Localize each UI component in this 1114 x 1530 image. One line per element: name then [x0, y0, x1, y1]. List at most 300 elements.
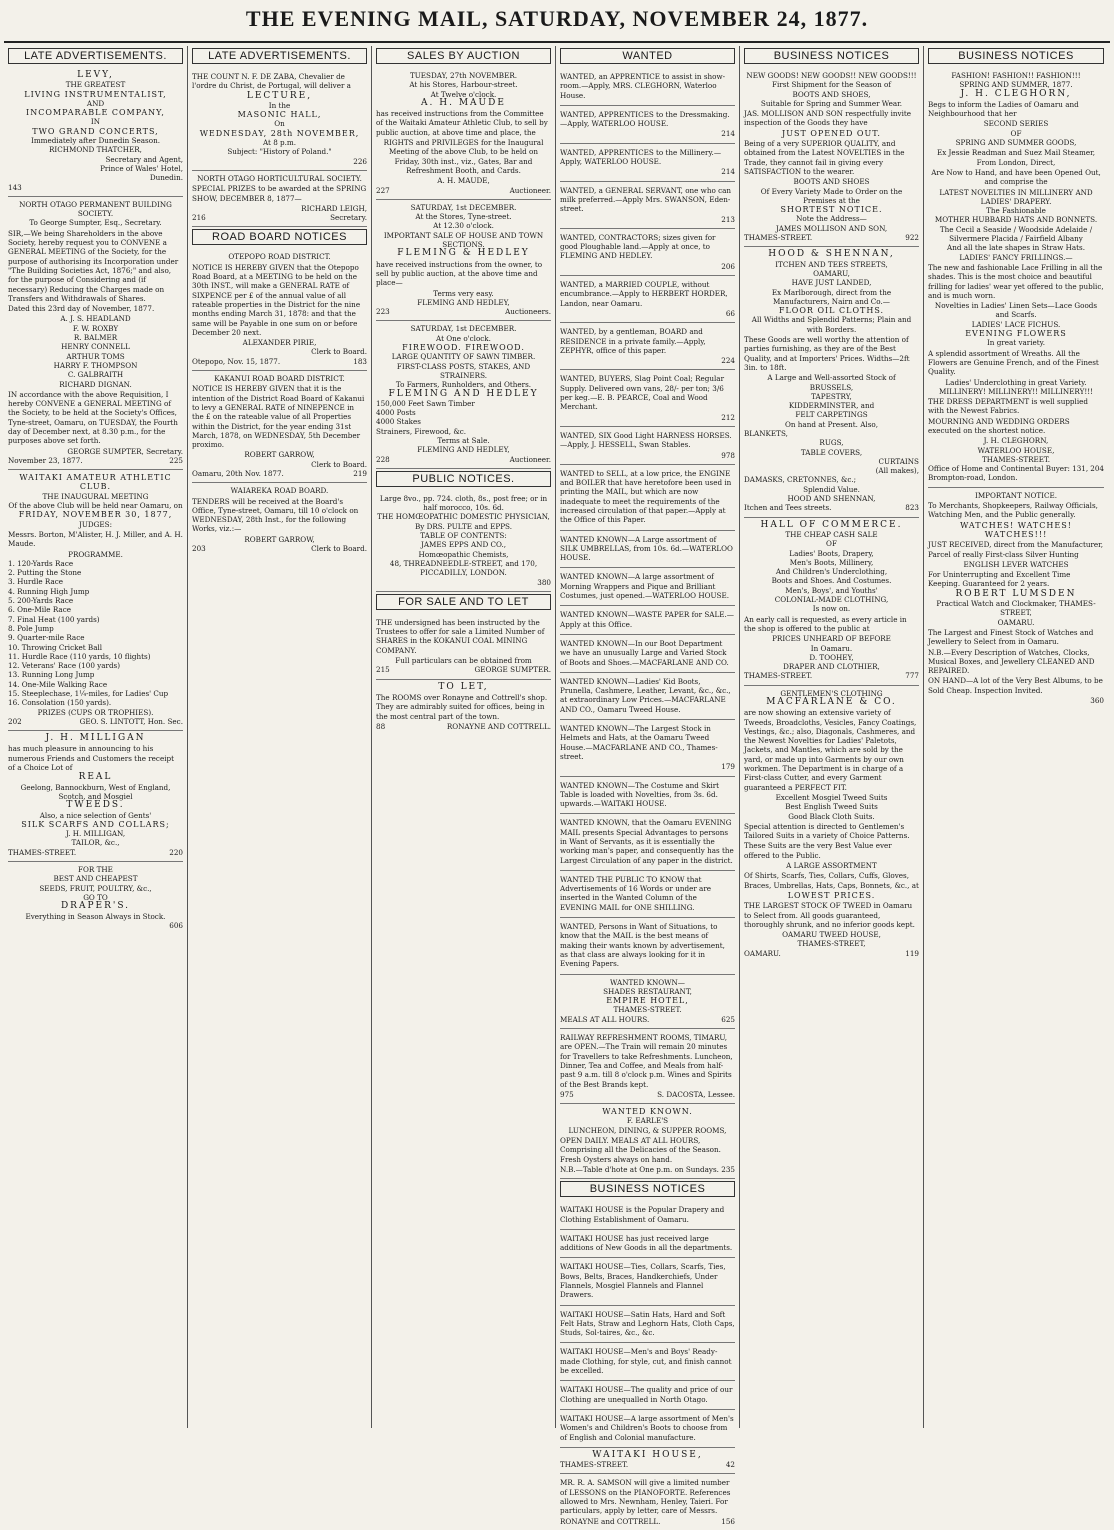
- ad-cleghorn: [928, 68, 1104, 488]
- ad-line: On hand at Present. Also,: [784, 419, 879, 429]
- ad-line: JUDGES:: [78, 519, 113, 529]
- list-item: 10. Throwing Cricket Ball: [8, 642, 103, 652]
- ad-line: PRICES UNHEARD OF BEFORE: [772, 634, 891, 644]
- ad-line: Office of Home and Continental Buyer: 131, Brompton-road, London.: [928, 464, 1089, 483]
- ad-line: Auctioneers.: [505, 307, 551, 317]
- column-late-ads-2: [188, 46, 372, 1428]
- wanted-item: [560, 68, 735, 106]
- ad-fleming-timber: [376, 321, 551, 468]
- ad-body: N.B.—Every Description of Watches, Clocks, Musical Boxes, and Jewellery CLEANED AND REPAIRED.: [928, 647, 1095, 676]
- ad-line: PRIZES (CUPS OR TROPHIES).: [37, 707, 154, 717]
- ad-line: THAMES-STREET,: [797, 939, 866, 949]
- ad-line: MEALS AT ALL HOURS.: [560, 1014, 650, 1024]
- ad-ref: 206: [721, 261, 735, 271]
- ad-line: ENGLISH LEVER WATCHES: [963, 559, 1069, 569]
- ad-line: WATCHES! WATCHES! WATCHES!!!: [960, 520, 1072, 539]
- ad-ref: 204: [1090, 464, 1104, 474]
- ad-line: Large 8vo., pp. 724. cloth, 8s., post free; or in half morocco, 10s. 6d.: [379, 493, 548, 513]
- ad-body: The ROOMS over Ronayne and Cottrell's shop. They are admirably suited for offices, being in the most central part of the town.: [376, 692, 548, 721]
- ad-line: OAMARU.: [997, 617, 1035, 627]
- ad-line: RIGHTS and PRIVILEGES for the Inaugural Meeting of the above Club, to be held on Friday, 30th inst., viz., Gates, Bar and Refreshment Booth, and Cards.: [383, 138, 544, 175]
- ad-line: JUST OPENED OUT.: [782, 128, 881, 138]
- ad-line: OF: [826, 539, 837, 549]
- ad-line: At the Stores, Tyne-street.: [415, 212, 512, 222]
- newspaper-title: THE EVENING MAIL, SATURDAY, NOVEMBER 24, 1877.: [245, 6, 869, 31]
- ad-line: Splendid Value.: [803, 484, 860, 494]
- ad-line: F. EARLE'S: [626, 1116, 669, 1126]
- column-late-ads-1: [4, 46, 188, 1428]
- ad-title: J. H. MILLIGAN: [45, 733, 146, 744]
- ad-line: In the: [268, 100, 291, 110]
- ad-kakanui: [192, 371, 367, 483]
- ad-body: has received instructions from the Committee of the Waitaki Amateur Athletic Club, to sell by public auction, at above time and place, the: [376, 109, 548, 137]
- ad-line: MASONIC HALL,: [237, 110, 322, 120]
- ad-ref: 88: [376, 721, 386, 731]
- ad-line: Clerk to Board.: [311, 544, 367, 554]
- waitaki-item: [560, 1201, 735, 1230]
- ad-line: Dated this 23rd day of November, 1877.: [8, 304, 155, 314]
- wanted-item: [560, 720, 735, 776]
- ad-body: WANTED, APPRENTICES to the Millinery.—Apply, WATERLOO HOUSE.: [560, 147, 722, 167]
- ad-line: At 8 p.m.: [262, 138, 297, 148]
- ad-line: BRUSSELS,: [809, 382, 854, 392]
- ad-body: WAITAKI HOUSE—The quality and price of our Clothing are unequalled in North Otago.: [560, 1385, 733, 1404]
- ad-title: WANTED KNOWN.: [602, 1107, 693, 1117]
- ad-body: Special attention is directed to Gentlemen's Tailored Suits in a variety of Choice Patterns.: [744, 821, 910, 841]
- ad-line: SHADES RESTAURANT,: [603, 986, 692, 996]
- ad-line: THAMES-STREET.: [744, 233, 813, 243]
- ad-body: An early call is requested, as every article in the shop is offered to the public at: [744, 614, 907, 633]
- waitaki-item: [560, 1410, 735, 1448]
- ad-ref: 606: [169, 920, 183, 930]
- ad-ref: 143: [8, 182, 22, 192]
- ad-body: WANTED KNOWN—Ladies' Kid Boots, Prunella, Cashmere, Leather, Levant, &c., &c., at extraordinary Low Prices.—MACFARLANE AND CO., Oamaru Tweed House.: [560, 676, 731, 714]
- ad-sign: OAMARU TWEED HOUSE,: [782, 930, 881, 940]
- ad-body: MR. R. A. SAMSON will give a limited number of LESSONS on the PIANOFORTE. References allowed to Mrs. Newnham, Henley, Taieri. For particulars, apply by letter, care of Messrs.: [560, 1478, 731, 1516]
- list-item: 8. Pole Jump: [8, 623, 54, 633]
- ad-line: A Large and Well-assorted Stock of: [767, 373, 896, 383]
- wanted-item: [560, 635, 735, 673]
- ad-line: Prince of Wales' Hotel,: [100, 163, 183, 173]
- ad-line: Is now on.: [812, 604, 851, 614]
- ad-line: Also, a nice selection of Gents': [39, 810, 152, 820]
- ad-line: Homœopathic Chemists,: [418, 549, 509, 559]
- section-header: PUBLIC NOTICES.: [376, 471, 551, 487]
- ad-zaba-lecture: [192, 68, 367, 171]
- top-rule: [4, 41, 1110, 43]
- ad-line: Messrs. Borton, M'Alister, H. J. Miller, and A. H. Maude.: [8, 529, 183, 549]
- list-item: 15. Steeplechase, 1¼-miles, for Ladies' Cup: [8, 689, 169, 698]
- ad-line: DAMASKS, CRETONNES, &c.;: [744, 475, 857, 485]
- ad-macfarlane: [744, 686, 919, 962]
- ad-line: MOTHER HUBBARD HATS AND BONNETS.: [934, 215, 1098, 225]
- ad-line: KIDDERMINSTER, and: [788, 401, 875, 411]
- ad-line: To George Sumpter, Esq., Secretary.: [29, 218, 162, 228]
- ad-title: LEVY,: [77, 70, 114, 80]
- ad-ref: 226: [353, 156, 367, 166]
- ad-line: Ex Jessie Readman and Suez Mail Steamer, From London, Direct,: [936, 148, 1096, 167]
- ad-ref: 219: [353, 468, 367, 478]
- ad-ref: 203: [192, 544, 206, 554]
- ad-body: Of Shirts, Scarfs, Ties, Collars, Cuffs, Gloves, Braces, Umbrellas, Hats, Caps, Bonnets, &c., at: [744, 871, 919, 890]
- ad-line: FELT CARPETINGS: [795, 410, 868, 420]
- wanted-item: [560, 777, 735, 815]
- ad-line: All Widths and Splendid Patterns; Plain and with Borders.: [751, 315, 912, 334]
- wanted-item: [560, 568, 735, 606]
- ad-sign: RONAYNE AND COTTRELL.: [446, 721, 551, 731]
- ad-line: OAMARU.: [744, 948, 781, 958]
- ad-line: And Children's Underclothing,: [775, 567, 888, 577]
- ad-line: Ex Marlborough, direct from the Manufacturers, Nairn and Co.—: [771, 287, 892, 306]
- ad-title: WAITAKI HOUSE,: [592, 1449, 703, 1460]
- list-item: 16. Consolation (150 yards).: [8, 698, 112, 708]
- ad-line: SATURDAY, 1st DECEMBER.: [410, 324, 517, 334]
- ad-line: THE INAUGURAL MEETING: [42, 491, 149, 501]
- ad-line: BLANKETS,: [744, 428, 788, 438]
- ad-line: SILK SCARFS AND COLLARS;: [21, 819, 170, 829]
- ad-line: LIVING INSTRUMENTALIST,: [24, 89, 167, 99]
- ad-sign: J. H. MILLIGAN,: [65, 829, 126, 839]
- ad-line: At One o'clock.: [436, 333, 491, 343]
- ad-line: Clerk to Board.: [311, 459, 367, 469]
- ad-body: WANTED KNOWN—In our Boot Department we have an unusually Large and Varied Stock of Boots and Shoes.—MACFARLANE AND CO.: [560, 638, 729, 667]
- ad-ref: 220: [169, 847, 183, 857]
- ad-body: WAITAKI HOUSE—A large assortment of Men's Women's and Children's Boots to choose from of English and Colonial manufacture.: [560, 1413, 734, 1442]
- ad-body: For Uninterrupting and Excellent Time Keeping. Guaranteed for 2 years.: [928, 570, 1071, 589]
- ad-line: On: [274, 119, 285, 129]
- event-list: [8, 559, 183, 708]
- ad-line: THAMES-STREET.: [981, 454, 1051, 464]
- wanted-item: [560, 182, 735, 229]
- ad-mollison: [744, 68, 919, 247]
- ad-line: Otepopo, Nov. 15, 1877.: [192, 356, 281, 366]
- ad-line: TWO GRAND CONCERTS,: [32, 126, 159, 136]
- ad-levy-concerts: [8, 68, 183, 197]
- ad-line: Auctioneer.: [509, 454, 551, 464]
- ad-line: By DRS. PULTE and EPPS.: [415, 521, 512, 531]
- ad-body: These Suits are the very Best Value ever offered to the Public.: [744, 841, 892, 860]
- ad-line: Men's Boots, Millinery,: [789, 557, 874, 567]
- list-item: 6. One-Mile Race: [8, 605, 71, 615]
- ad-title: J. H. CLEGHORN,: [960, 88, 1072, 99]
- ad-line: COLONIAL-MADE CLOTHING,: [774, 595, 889, 605]
- ad-ref: 213: [721, 214, 735, 224]
- list-item: 14. One-Mile Walking Race: [8, 679, 108, 689]
- ad-title: KAKANUI ROAD BOARD DISTRICT.: [214, 374, 345, 384]
- ad-line: Geelong, Bannockburn, West of England, Scotch, and Mosgiel: [20, 782, 171, 801]
- ad-ref: 235: [721, 1164, 735, 1174]
- list-item: 13. Running Long Jump: [8, 670, 95, 680]
- ad-body: Begs to inform the Ladies of Oamaru and Neighbourhood that her: [928, 99, 1079, 119]
- ad-line: Secretary.: [330, 213, 367, 223]
- ad-line: RUGS,: [819, 438, 844, 448]
- list-item: 4. Running High Jump: [8, 586, 90, 596]
- section-header: ROAD BOARD NOTICES: [192, 229, 367, 245]
- ad-line: Terms at Sale.: [437, 435, 490, 445]
- list-item: 12. Veterans' Race (100 yards): [8, 661, 121, 671]
- ad-ref: 225: [169, 455, 183, 465]
- ad-ref: 214: [721, 167, 735, 177]
- ad-line: Subject: "History of Poland.": [227, 147, 332, 157]
- ad-line: Excellent Mosgiel Tweed Suits: [775, 792, 888, 802]
- ad-title: WAITAKI AMATEUR ATHLETIC CLUB.: [19, 473, 172, 492]
- section-header: FOR SALE AND TO LET: [376, 594, 551, 610]
- ad-drapers-seeds: [8, 862, 183, 934]
- ad-line: A LARGE ASSORTMENT: [786, 861, 877, 871]
- ad-ref: 224: [721, 356, 735, 366]
- ad-line: First Shipment for the Season of: [771, 80, 892, 90]
- ad-ref: 202: [8, 716, 22, 726]
- ad-body: WANTED KNOWN—WASTE PAPER for SALE.—Apply at this Office.: [560, 610, 734, 629]
- ad-line: Of the above Club will be held near Oamaru, on: [8, 501, 183, 511]
- ad-body: Being of a very SUPERIOR QUALITY, and obtained from the Latest NOVELTIES in the Trade, they cannot fail in giving every SATISFACTION to the wearer.: [744, 139, 905, 176]
- ad-line: CURTAINS: [878, 456, 919, 466]
- ad-maude-auction: [376, 68, 551, 200]
- ad-names: [8, 314, 183, 388]
- section-header: BUSINESS NOTICES: [928, 48, 1104, 64]
- section-header: LATE ADVERTISEMENTS.: [192, 48, 367, 64]
- ad-railway-rooms: [560, 1029, 735, 1104]
- list-item: 4000 Stakes: [376, 417, 421, 427]
- name: RICHARD DIGNAN.: [59, 379, 132, 389]
- ad-line: WEDNESDAY, 28th NOVEMBER,: [199, 128, 360, 138]
- ad-body: To Merchants, Shopkeepers, Railway Officials, Watching Men, and the Public generally.: [928, 501, 1098, 520]
- ad-title: THE HOMŒOPATHIC DOMESTIC PHYSICIAN,: [377, 512, 550, 522]
- ad-body: ON HAND—A lot of the Very Best Albums, to be Sold Cheap. Inspection Invited.: [928, 676, 1103, 695]
- column-business-1: [740, 46, 924, 1428]
- ad-line: RICHMOND THATCHER,: [49, 145, 142, 155]
- ad-line: THE CHEAP CASH SALE: [785, 529, 878, 539]
- ad-line: FLOOR OIL CLOTHS.: [778, 306, 885, 316]
- ad-line: TWEEDS.: [66, 800, 125, 811]
- ad-line: LADIES' FANCY FRILLINGS.—: [959, 252, 1073, 262]
- ad-line: N.B.—Table d'hote at One p.m. on Sundays.: [560, 1164, 719, 1174]
- ad-line: TABLE COVERS,: [800, 447, 863, 457]
- ad-line: TAPESTRY,: [811, 391, 852, 401]
- ad-fleming-house: [376, 200, 551, 322]
- ad-ref: 223: [376, 307, 390, 317]
- wanted-item: [560, 673, 735, 720]
- ad-line: To Farmers, Runholders, and Others.: [395, 380, 532, 390]
- ad-line: Practical Watch and Clockmaker, THAMES-STREET,: [936, 599, 1096, 618]
- ad-line: Oamaru, 20th Nov. 1877.: [192, 468, 284, 478]
- ad-line: INCOMPARABLE COMPANY,: [26, 108, 165, 118]
- ad-ref: 823: [905, 503, 919, 513]
- ad-sign: S. DACOSTA, Lessee.: [657, 1089, 735, 1099]
- ad-shades: [560, 975, 735, 1029]
- ad-body: WAITAKI HOUSE—Ties, Collars, Scarfs, Ties, Bows, Belts, Braces, Handkerchiefs, Under Flannels, Mosgiel Flannels and Flannel Drawers.: [560, 1262, 726, 1300]
- ad-line: AND: [86, 98, 105, 108]
- ad-line: Secretary and Agent,: [105, 154, 183, 164]
- ad-title: FLEMING & HEDLEY: [397, 248, 530, 259]
- ad-title: WANTED KNOWN—: [609, 977, 685, 987]
- ad-sign: D. TOOHEY,: [809, 652, 854, 662]
- ad-title: OTEPOPO ROAD DISTRICT.: [228, 252, 331, 262]
- ad-line: SATURDAY, 1st DECEMBER.: [410, 202, 517, 212]
- ad-line: SPRING AND SUMMER, 1877.: [959, 80, 1073, 90]
- ad-ref: 978: [721, 450, 735, 460]
- ad-body: WAITAKI HOUSE—Satin Hats, Hard and Soft Felt Hats, Straw and Leghorn Hats, Cloth Caps, Studs, Sol-taires, &c., &c.: [560, 1309, 735, 1338]
- ad-line: TABLE OF CONTENTS:: [420, 531, 507, 541]
- ad-body: WANTED KNOWN—A Large assortment of SILK UMBRELLAS, from 10s. 6d.—WATERLOO HOUSE.: [560, 534, 733, 563]
- ad-line: Ladies' Underclothing in great Variety.: [945, 377, 1087, 387]
- ad-coal-shares: [376, 614, 551, 680]
- ad-line: GO TO: [83, 892, 108, 902]
- ad-body: MOURNING AND WEDDING ORDERS executed on the shortest notice.: [928, 416, 1070, 435]
- wanted-item: [560, 531, 735, 569]
- ad-line: THAMES-STREET.: [613, 1005, 682, 1015]
- ad-line: Full particulars can be obtained from: [395, 656, 532, 666]
- ad-line: TUESDAY, 27th NOVEMBER.: [409, 71, 518, 80]
- section-header: LATE ADVERTISEMENTS.: [8, 48, 183, 64]
- ad-body: The new and fashionable Lace Frilling in all the shades. This is the most choice and beautiful frilling for ladies' wear yet offered to the public, and is much worn.: [928, 262, 1104, 300]
- ad-line: TAILOR, &c.,: [71, 838, 120, 848]
- ad-ref: 42: [725, 1460, 735, 1470]
- ad-ref: 975: [560, 1089, 574, 1099]
- ad-body: WANTED, a MARRIED COUPLE, without encumbrance.—Apply to HERBERT HORDER, Landon, near Oamaru.: [560, 280, 728, 308]
- ad-sign: HOOD AND SHENNAN,: [787, 494, 876, 504]
- ad-ref: 156: [721, 1516, 735, 1526]
- list-item: 3. Hurdle Race: [8, 577, 64, 587]
- ad-line: MILLINERY! MILLINERY!! MILLINERY!!!: [938, 386, 1094, 396]
- ad-sign: ROBERT GARROW,: [244, 534, 315, 544]
- wanted-item: [560, 427, 735, 465]
- ad-body: have received instructions from the owner, to sell by public auction, at the above time and place—: [376, 259, 543, 288]
- ad-body: The Largest and Finest Stock of Watches and Jewellery to Select from in Oamaru.: [928, 627, 1094, 647]
- ad-title: HALL OF COMMERCE.: [760, 519, 903, 530]
- ad-body: TENDERS will be received at the Board's Office, Tyne-street, Oamaru, till 10 o'clock on WEDNESDAY, 28th Inst., for the following Works, viz.:—: [192, 496, 359, 534]
- name: A. J. S. HEADLAND: [60, 314, 131, 324]
- ad-ref: 214: [721, 129, 735, 139]
- column-wanted: [556, 46, 740, 1526]
- waitaki-list: [560, 1201, 735, 1448]
- ad-body: WAITAKI HOUSE is the Popular Drapery and Clothing Establishment of Oamaru.: [560, 1205, 725, 1224]
- ad-line: In great variety.: [986, 338, 1046, 348]
- ad-line: In Oamaru.: [810, 643, 853, 653]
- masthead: [0, 0, 1114, 42]
- wanted-item: [560, 606, 735, 635]
- wanted-item: [560, 465, 735, 531]
- ad-line: Best English Tweed Suits: [785, 802, 878, 812]
- ad-line: And all the late shapes in Straw Hats.: [947, 243, 1085, 253]
- wanted-item: [560, 918, 735, 974]
- ad-line: PROGRAMME.: [68, 549, 123, 559]
- ad-body: JAS. MOLLISON AND SON respectfully invite inspection of the Goods they have: [744, 109, 912, 128]
- name: F. W. ROXBY: [72, 323, 119, 333]
- column-auctions: [372, 46, 556, 1428]
- ad-hood-shennan: [744, 247, 919, 517]
- list-item: 5. 200-Yards Race: [8, 596, 74, 606]
- waitaki-item: [560, 1258, 735, 1305]
- section-header: BUSINESS NOTICES: [744, 48, 919, 64]
- ad-line: Terms very easy.: [433, 288, 494, 298]
- ad-body: NOTICE IS HEREBY GIVEN that the Otepopo Road Board, at a MEETING to be held on the 30th INST., will make a GENERAL RATE of SIXPENCE per £ of the annual value of all rateable properties in the District for the nine months ending March 31, 1878: and that the same will be Payable in one sum on or before December 20 next.: [192, 262, 361, 337]
- ad-body: JUST RECEIVED, direct from the Manufacturer, Parcel of really First-class Silver Hunting: [928, 540, 1104, 559]
- ad-line: Ladies' Boots, Drapery,: [789, 548, 874, 558]
- ad-line: Men's, Boys', and Youths': [785, 585, 878, 595]
- ad-line: Of Every Variety Made to Order on the Premises at the: [760, 186, 903, 205]
- ad-body: WANTED, by a gentleman, BOARD and RESIDENCE in a private family.—Apply, ZEPHYR, office of this paper.: [560, 327, 706, 355]
- ad-line: At 12.30 o'clock.: [433, 221, 494, 231]
- ad-ref: 66: [725, 308, 735, 318]
- ad-body: NOTICE IS HEREBY GIVEN that it is the intention of the District Road Board of Kakanui to levy a GENERAL RATE of NINEPENCE in the £ on the rateable value of all Properties within the District, for the year ending 31st March, 1878, on WEDNESDAY, 5th December proximo.: [192, 384, 365, 450]
- ad-horticultural: [192, 171, 367, 227]
- wanted-item: [560, 106, 735, 144]
- waitaki-item: [560, 1381, 735, 1410]
- ad-line: LADIES' LACE FICHUS.: [971, 319, 1061, 329]
- ad-line: November 23, 1877.: [8, 455, 83, 465]
- ad-ref: 625: [721, 1014, 735, 1024]
- ad-line: Good Black Cloth Suits.: [788, 811, 875, 821]
- list-item: 7. Final Heat (100 yards): [8, 614, 100, 624]
- ad-title: WAIAREKA ROAD BOARD.: [230, 486, 329, 496]
- ad-hall-of-commerce: [744, 518, 919, 686]
- ad-earle: [560, 1104, 735, 1179]
- ad-sign: GEORGE SUMPTER.: [474, 665, 551, 675]
- ad-ref: 179: [721, 762, 735, 772]
- ad-sign: FLEMING AND HEDLEY,: [417, 297, 510, 307]
- item-list: [376, 399, 551, 436]
- ad-line: EVENING FLOWERS: [965, 329, 1067, 339]
- ad-line: THAMES-STREET.: [560, 1460, 629, 1470]
- ad-ref: 777: [905, 671, 919, 681]
- ad-sign: RONAYNE and COTTRELL.: [560, 1516, 661, 1526]
- name: HENRY CONNELL: [61, 342, 130, 352]
- ad-line: DRAPER AND CLOTHIER,: [783, 662, 880, 672]
- wanted-item: [560, 814, 735, 870]
- ad-lumsden-watches: [928, 488, 1104, 710]
- ad-waiareka: [192, 483, 367, 557]
- section-header: WANTED: [560, 48, 735, 64]
- ad-body: WANTED, CONTRACTORS; sizes given for good Ploughable land.—Apply at once, to FLEMING AND HEDLEY.: [560, 232, 716, 261]
- list-item: 2. Putting the Stone: [8, 568, 82, 578]
- ad-body: A splendid assortment of Wreaths. All the Flowers are Genuine French, and of the Finest Quality.: [928, 348, 1099, 377]
- ad-line: At his Stores, Harbour-street.: [409, 80, 518, 90]
- ad-sign: RICHARD LEIGH,: [301, 203, 367, 213]
- list-item: Strainers, Firewood, &c.: [376, 426, 467, 436]
- ad-body: SIR,—We being Shareholders in the above Society, hereby request you to CONVENE a GENERAL MEETING of the Society, for the purpose of authorising its Incorporation under "The Building Societies Act, 1876;" and also, for the purpose of Considering and (if necessary) Reducing the Charges made on Transfers and Withdrawals of Shares.: [8, 228, 179, 303]
- waitaki-item: [560, 1306, 735, 1344]
- ad-body: OPEN DAILY. MEALS AT ALL HOURS, Comprising all the Delicacies of the Season. Fresh Oysters always on hand.: [560, 1136, 721, 1164]
- ad-line: Boots and Shoes. And Costumes.: [771, 576, 892, 586]
- wanted-item: [560, 370, 735, 426]
- ad-waitaki-house: [560, 1448, 735, 1475]
- ad-line: SPRING AND SUMMER GOODS,: [955, 138, 1077, 148]
- ad-line: LOWEST PRICES.: [787, 890, 876, 900]
- ad-body: WAITAKI HOUSE has just received large additions of New Goods in all the departments.: [560, 1233, 733, 1253]
- ad-line: THAMES-STREET.: [744, 671, 813, 681]
- list-item: 4000 Posts: [376, 408, 416, 418]
- ad-body: has much pleasure in announcing to his numerous Friends and Customers the receipt of a Choice Lot of: [8, 744, 174, 773]
- ad-line: WATERLOO HOUSE,: [977, 445, 1055, 455]
- ad-line: LARGE QUANTITY OF SAWN TIMBER.: [391, 352, 536, 362]
- ad-line: OAMARU,: [813, 268, 850, 278]
- ad-ref: 119: [905, 948, 919, 958]
- ad-body: WAITAKI HOUSE—Men's and Boys' Ready-made Clothing, for style, cut, and finish cannot be excelled.: [560, 1347, 732, 1376]
- ad-body: These Goods are well worthy the attention of parties furnishing, as they are of the Best Quality, and at Importers' Prices. Widths—2ft 3in. to 18ft.: [744, 335, 910, 372]
- wanted-item: [560, 871, 735, 918]
- ad-line: Itchen and Tees streets.: [744, 503, 832, 513]
- ad-line: (All makes),: [875, 466, 919, 476]
- ad-title: GENTLEMEN'S CLOTHING: [780, 688, 883, 698]
- name: ARTHUR TOMS: [66, 351, 125, 361]
- ad-line: SHORTEST NOTICE.: [780, 205, 883, 215]
- name: HARRY F. THOMPSON: [53, 360, 138, 370]
- ad-line: Suitable for Spring and Summer Wear.: [760, 98, 903, 108]
- section-header: SALES BY AUCTION: [376, 48, 551, 64]
- ad-sign: JAMES MOLLISON AND SON,: [775, 223, 888, 233]
- ad-line: HAVE JUST LANDED,: [791, 278, 872, 288]
